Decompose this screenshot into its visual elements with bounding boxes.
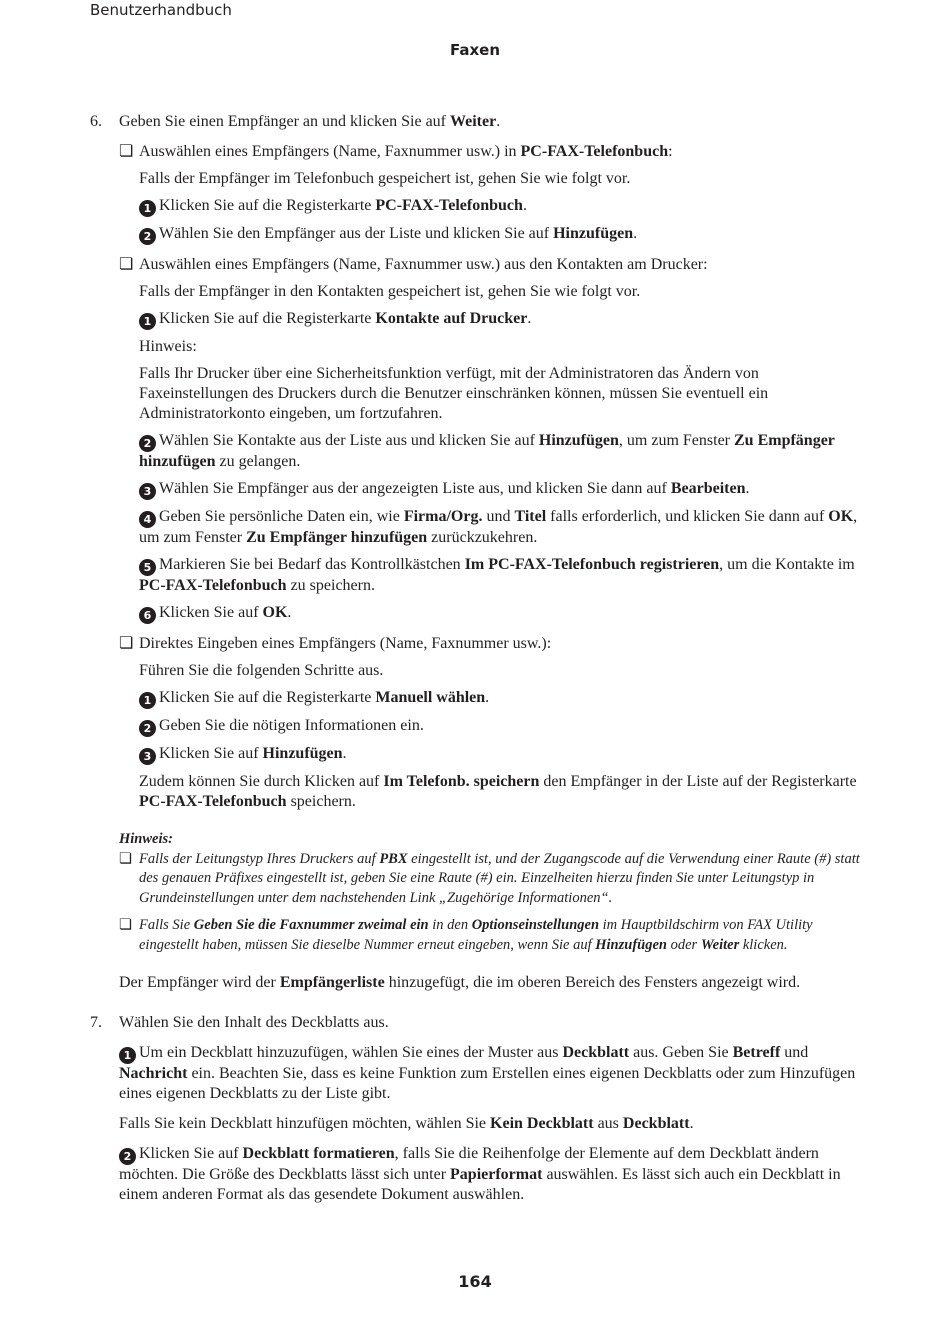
option-intro: Führen Sie die folgenden Schritte aus.	[139, 662, 384, 679]
substep: 1 Klicken Sie auf die Registerkarte Kontakte auf Drucker.	[139, 309, 860, 330]
number-circle-icon: 6	[139, 607, 156, 624]
option-phonebook: ❏ Auswählen eines Empfängers (Name, Faxnummer usw.) in PC-FAX-Telefonbuch: Falls der Empfänger im Telefonbuch gespeichert ist, gehen Sie wie folgt vor. 1 Klicken Sie auf die Registerkarte PC-FAX-Telefonbuch. 2 Wählen Sie den Empfänger aus der Liste und klicken Sie auf Hinzufügen.	[119, 142, 860, 245]
option-intro: Falls der Empfänger im Telefonbuch gespeichert ist, gehen Sie wie folgt vor.	[139, 170, 631, 187]
substep: 2 Wählen Sie Kontakte aus der Liste aus und klicken Sie auf Hinzufügen, um zum Fenster Zu Empfänger hinzufügen zu gelangen.	[139, 432, 835, 470]
substep: 1 Um ein Deckblatt hinzuzufügen, wählen Sie eines der Muster aus Deckblatt aus. Geben Sie Betreff und Nachricht ein. Beachten Sie, dass es keine Funktion zum Erstellen eines eigenen Deckblatts oder zum Hinzufügen eines eigenen Deckblatts zu der Liste gibt.	[119, 1044, 856, 1102]
substep: 6 Klicken Sie auf OK.	[139, 603, 860, 624]
note-title: Hinweis:	[119, 831, 173, 847]
substep: 1 Klicken Sie auf die Registerkarte PC-FAX-Telefonbuch.	[139, 196, 860, 217]
checkbox-bullet-icon: ❏	[119, 256, 134, 273]
number-circle-icon: 1	[119, 1047, 136, 1064]
step-number: 6.	[90, 113, 102, 130]
number-circle-icon: 2	[139, 228, 156, 245]
option-manual-entry: ❏ Direktes Eingeben eines Empfängers (Name, Faxnummer usw.): Führen Sie die folgenden Schritte aus. 1 Klicken Sie auf die Registerkarte Manuell wählen. 2 Geben Sie die nötigen Informationen ein. 3 Klicken Sie auf Hinzufügen. Zudem können Sie durch Klicken auf Im Telefonb. speichern den Empfänger in der Liste auf der Registerkarte PC-FAX-Telefonbuch speichern.	[119, 634, 860, 812]
hinweis-label: Hinweis:	[139, 338, 197, 355]
substep: 2 Geben Sie die nötigen Informationen ein.	[139, 716, 860, 737]
number-circle-icon: 2	[119, 1148, 136, 1165]
page-content	[90, 112, 860, 1205]
option-extra: Zudem können Sie durch Klicken auf Im Telefonb. speichern den Empfänger in der Liste auf der Registerkarte PC-FAX-Telefonbuch speichern.	[139, 773, 857, 810]
step-text: Geben Sie einen Empfänger an und klicken Sie auf Weiter.	[119, 113, 501, 130]
number-circle-icon: 4	[139, 511, 156, 528]
step-6	[90, 112, 860, 132]
number-circle-icon: 2	[139, 435, 156, 452]
number-circle-icon: 1	[139, 692, 156, 709]
number-circle-icon: 3	[139, 483, 156, 500]
note-block	[119, 830, 860, 955]
checkbox-bullet-icon: ❏	[119, 635, 134, 652]
number-circle-icon: 5	[139, 559, 156, 576]
substep: 4 Geben Sie persönliche Daten ein, wie Firma/Org. und Titel falls erforderlich, und klicken Sie dann auf OK, um zum Fenster Zu Empfänger hinzufügen zurückzukehren.	[139, 508, 858, 546]
number-circle-icon: 1	[139, 200, 156, 217]
step-number: 7.	[90, 1014, 102, 1031]
substep: 5 Markieren Sie bei Bedarf das Kontrollkästchen Im PC-FAX-Telefonbuch registrieren, um die Kontakte im PC-FAX-Telefonbuch zu speichern.	[139, 556, 855, 594]
number-circle-icon: 1	[139, 313, 156, 330]
substep: 1 Klicken Sie auf die Registerkarte Manuell wählen.	[139, 688, 860, 709]
checkbox-bullet-icon: ❏	[119, 917, 132, 933]
checkbox-bullet-icon: ❏	[119, 850, 132, 867]
step-7	[90, 1013, 860, 1205]
option-printer-contacts: ❏ Auswählen eines Empfängers (Name, Faxnummer usw.) aus den Kontakten am Drucker: Falls der Empfänger in den Kontakten gespeichert ist, gehen Sie wie folgt vor. 1 Klicken Sie auf die Registerkarte Kontakte auf Drucker. Hinweis: Falls Ihr Drucker über eine Sicherheitsfunktion verfügt, mit der Administratoren das Ändern von Faxeinstellungen des Druckers durch die Benutzer einschränken können, müssen Sie eventuell ein Administratorkonto eingeben, um fortzufahren. 2 Wählen Sie Kontakte aus der Liste aus und klicken Sie auf Hinzufügen, um zum Fenster Zu Empfänger hinzufügen zu gelangen. 3 Wählen Sie Empfänger aus der angezeigten Liste aus, und klicken Sie dann auf Bearbeiten. 4 Geben Sie persönliche Daten ein, wie Firma/Org. und Titel falls erforderlich, und klicken Sie dann auf OK, um zum Fenster Zu Empfänger hinzufügen zurückzukehren. 5 Markieren Sie bei Bedarf das Kontrollkästchen Im PC-FAX-Telefonbuch registrieren, um die Kontakte im PC-FAX-Telefonbuch zu speichern. 6 Klicken Sie auf OK.	[119, 255, 860, 624]
number-circle-icon: 2	[139, 720, 156, 737]
substep: 3 Klicken Sie auf Hinzufügen.	[139, 744, 860, 765]
step7-note: Falls Sie kein Deckblatt hinzufügen möchten, wählen Sie Kein Deckblatt aus Deckblatt.	[119, 1115, 694, 1132]
substep: 3 Wählen Sie Empfänger aus der angezeigten Liste aus, und klicken Sie dann auf Bearbeiten.	[139, 479, 860, 500]
note-item: ❏ Falls der Leitungstyp Ihres Druckers auf PBX eingestellt ist, und der Zugangscode auf die Verwendung einer Raute (#) statt des genauen Präfixes eingestellt ist, geben Sie eine Raute (#) ein. Einzelheiten hierzu finden Sie unter Leitungstyp in Grundeinstellungen unter dem nachstehenden Link „Zugehörige Informationen“.	[119, 850, 860, 906]
header-section-title: Benutzerhandbuch	[90, 1, 232, 19]
step-text: Wählen Sie den Inhalt des Deckblatts aus.	[119, 1014, 389, 1031]
header-chapter-title: Faxen	[449, 41, 501, 59]
page-number: 164	[458, 1272, 492, 1291]
substep: 2 Klicken Sie auf Deckblatt formatieren, falls Sie die Reihenfolge der Elemente auf dem Deckblatt ändern möchten. Die Größe des Deckblatts lässt sich unter Papierformat auswählen. Es lässt sich auch ein Deckblatt in einem anderen Format als das gesendete Dokument auswählen.	[119, 1145, 841, 1203]
number-circle-icon: 3	[139, 748, 156, 765]
option-intro: Falls der Empfänger in den Kontakten gespeichert ist, gehen Sie wie folgt vor.	[139, 283, 641, 300]
note-item: ❏ Falls Sie Geben Sie die Faxnummer zweimal ein in den Optionseinstellungen im Hauptbildschirm von FAX Utility eingestellt haben, müssen Sie dieselbe Nummer erneut eingeben, wenn Sie auf Hinzufügen oder Weiter klicken.	[119, 917, 813, 953]
hinweis-text: Falls Ihr Drucker über eine Sicherheitsfunktion verfügt, mit der Administratoren das Ändern von Faxeinstellungen des Druckers durch die Benutzer einschränken können, müssen Sie eventuell ein Administratorkonto eingeben, um fortzufahren.	[139, 365, 769, 422]
step6-closing: Der Empfänger wird der Empfängerliste hinzugefügt, die im oberen Bereich des Fensters angezeigt wird.	[119, 974, 801, 991]
checkbox-bullet-icon: ❏	[119, 143, 134, 160]
substep: 2 Wählen Sie den Empfänger aus der Liste und klicken Sie auf Hinzufügen.	[139, 224, 860, 245]
